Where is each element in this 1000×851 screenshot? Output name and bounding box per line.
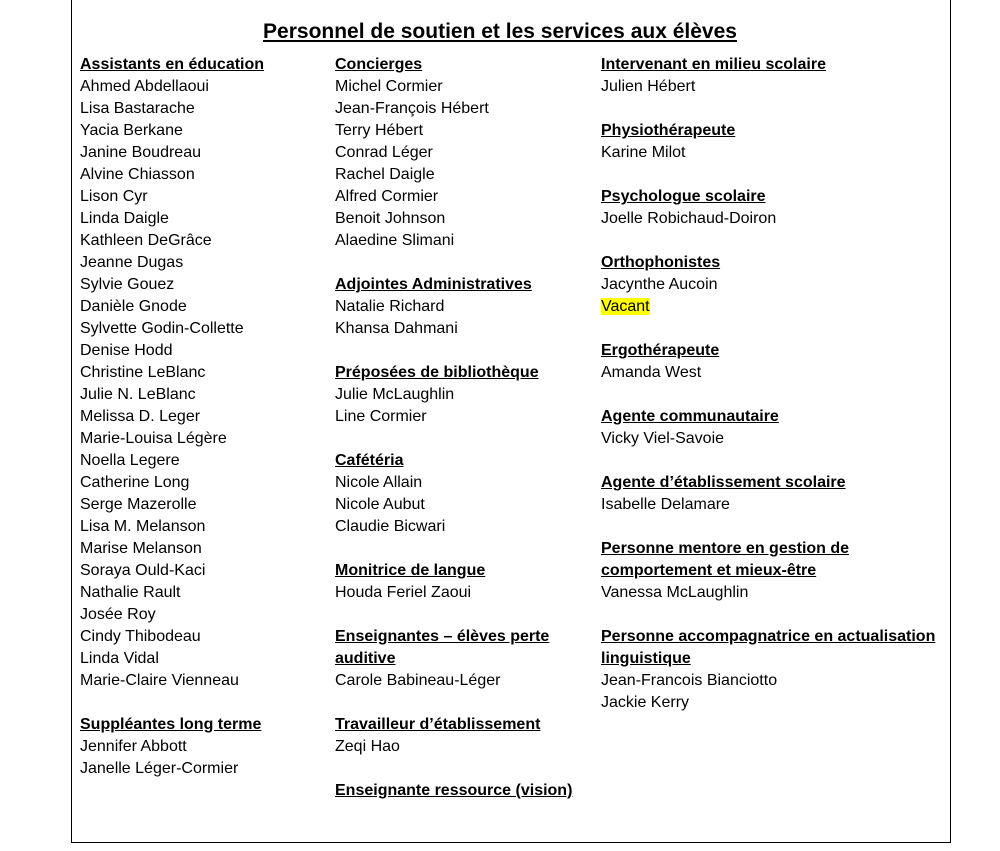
staff-name-text: Jennifer Abbott (80, 738, 187, 755)
staff-name-text: Marise Melanson (80, 540, 202, 557)
staff-name-text: Natalie Richard (335, 298, 445, 315)
staff-name (80, 626, 320, 648)
staff-name (80, 318, 320, 340)
staff-section (601, 252, 946, 318)
staff-name (80, 670, 320, 692)
staff-name (335, 318, 590, 340)
staff-name-text: Melissa D. Leger (80, 408, 201, 425)
staff-name-text: Josée Roy (80, 606, 156, 623)
column-1 (80, 54, 320, 802)
staff-name (601, 428, 946, 450)
staff-name-text: Janelle Léger-Cormier (80, 760, 239, 777)
section-heading: Cafétéria (335, 452, 404, 469)
staff-name (80, 538, 320, 560)
staff-name (335, 142, 590, 164)
staff-name (80, 120, 320, 142)
staff-name-text: Houda Feriel Zaoui (335, 584, 472, 601)
staff-name (335, 120, 590, 142)
staff-name (335, 230, 590, 252)
staff-name (80, 142, 320, 164)
section-heading: Travailleur d’établissement (335, 716, 541, 733)
section-heading: Ergothérapeute (601, 342, 720, 359)
staff-name-text: Line Cormier (335, 408, 427, 425)
staff-name-text: Julie N. LeBlanc (80, 386, 196, 403)
section-heading: Concierges (335, 56, 423, 73)
staff-name (335, 736, 590, 758)
staff-section (601, 54, 946, 98)
staff-name (335, 472, 590, 494)
staff-list (80, 76, 320, 692)
staff-name-text: Kathleen DeGrâce (80, 232, 212, 249)
staff-section (601, 340, 946, 384)
staff-name-text: Serge Mazerolle (80, 496, 197, 513)
staff-name-text: Noella Legere (80, 452, 180, 469)
staff-name-text: Ahmed Abdellaoui (80, 78, 209, 95)
staff-name (335, 76, 590, 98)
section-heading: Psychologue scolaire (601, 188, 766, 205)
staff-name (80, 516, 320, 538)
staff-list (601, 428, 946, 450)
staff-name (335, 516, 590, 538)
staff-name (335, 296, 590, 318)
staff-name-text: Terry Hébert (335, 122, 424, 139)
section-heading: Monitrice de langue (335, 562, 486, 579)
staff-name (80, 164, 320, 186)
section-heading: Adjointes Administratives (335, 276, 532, 293)
staff-name-text: Vacant (601, 298, 650, 315)
staff-list (601, 582, 946, 604)
staff-name (601, 582, 946, 604)
section-heading: Orthophonistes (601, 254, 721, 271)
staff-name (80, 428, 320, 450)
staff-name (335, 406, 590, 428)
staff-name (601, 142, 946, 164)
staff-section (335, 450, 590, 538)
staff-name (601, 296, 946, 318)
staff-list (335, 296, 590, 340)
staff-list (335, 736, 590, 758)
staff-list (335, 384, 590, 428)
column-2 (335, 54, 590, 824)
staff-name (335, 208, 590, 230)
staff-name-text: Lisa Bastarache (80, 100, 195, 117)
staff-name-text: Lisa M. Melanson (80, 518, 206, 535)
staff-name-text: Danièle Gnode (80, 298, 187, 315)
staff-name-text: Marie-Claire Vienneau (80, 672, 239, 689)
section-heading: Agente d’établissement scolaire (601, 474, 846, 491)
staff-section (601, 120, 946, 164)
staff-name-text: Cindy Thibodeau (80, 628, 201, 645)
staff-list (601, 274, 946, 318)
staff-name (80, 758, 320, 780)
staff-name (335, 98, 590, 120)
staff-section (335, 54, 590, 252)
staff-name (80, 736, 320, 758)
staff-name-text: Jackie Kerry (601, 694, 690, 711)
staff-name (601, 274, 946, 296)
staff-name-text: Nathalie Rault (80, 584, 181, 601)
staff-name (80, 560, 320, 582)
staff-name-text: Jean-Francois Bianciotto (601, 672, 778, 689)
staff-name-text: Rachel Daigle (335, 166, 435, 183)
staff-name-text: Nicole Aubut (335, 496, 425, 513)
staff-section (601, 626, 946, 714)
staff-name-text: Joelle Robichaud-Doiron (601, 210, 777, 227)
staff-name-text: Sylvie Gouez (80, 276, 175, 293)
staff-name-text: Jean-François Hébert (335, 100, 489, 117)
staff-name-text: Zeqi Hao (335, 738, 400, 755)
staff-name (80, 340, 320, 362)
staff-list (335, 472, 590, 538)
staff-name-text: Vanessa McLaughlin (601, 584, 749, 601)
staff-name (80, 472, 320, 494)
staff-name (601, 494, 946, 516)
staff-name-text: Isabelle Delamare (601, 496, 730, 513)
section-heading: Préposées de bibliothèque (335, 364, 539, 381)
staff-list (601, 670, 946, 714)
staff-name-text: Claudie Bicwari (335, 518, 446, 535)
section-heading: Enseignantes – élèves perte auditive (335, 628, 550, 667)
section-heading: Physiothérapeute (601, 122, 736, 139)
staff-name (80, 648, 320, 670)
staff-list (335, 582, 590, 604)
staff-name (335, 186, 590, 208)
section-heading: Enseignante ressource (vision) (335, 782, 573, 799)
staff-name (335, 164, 590, 186)
staff-name-text: Amanda West (601, 364, 702, 381)
staff-name-text: Vicky Viel-Savoie (601, 430, 725, 447)
staff-name-text: Sylvette Godin-Collette (80, 320, 244, 337)
staff-name-text: Alvine Chiasson (80, 166, 195, 183)
staff-name-text: Alfred Cormier (335, 188, 439, 205)
staff-section (80, 54, 320, 692)
staff-name (601, 362, 946, 384)
staff-name-text: Catherine Long (80, 474, 190, 491)
staff-name-text: Benoit Johnson (335, 210, 446, 227)
staff-name (80, 296, 320, 318)
staff-name-text: Marie-Louisa Légère (80, 430, 227, 447)
staff-name (601, 692, 946, 714)
page-title: Personnel de soutien et les services aux élèves (263, 20, 737, 44)
staff-name-text: Nicole Allain (335, 474, 423, 491)
staff-name (80, 274, 320, 296)
staff-section (335, 362, 590, 428)
staff-name (80, 208, 320, 230)
staff-name-text: Julie McLaughlin (335, 386, 455, 403)
staff-name (335, 670, 590, 692)
staff-name-text: Alaedine Slimani (335, 232, 455, 249)
staff-section (80, 714, 320, 780)
staff-name (80, 406, 320, 428)
staff-name (335, 494, 590, 516)
staff-name-text: Linda Daigle (80, 210, 169, 227)
staff-name-text: Yacia Berkane (80, 122, 183, 139)
staff-name-text: Janine Boudreau (80, 144, 201, 161)
staff-section (601, 472, 946, 516)
section-heading: Suppléantes long terme (80, 716, 262, 733)
staff-name (335, 384, 590, 406)
staff-section (601, 406, 946, 450)
staff-name (80, 186, 320, 208)
staff-list (601, 362, 946, 384)
staff-section (601, 186, 946, 230)
staff-name-text: Soraya Ould-Kaci (80, 562, 206, 579)
staff-section (335, 560, 590, 604)
staff-section (335, 626, 590, 692)
staff-list (80, 736, 320, 780)
section-heading: Assistants en éducation (80, 56, 265, 73)
staff-name (601, 208, 946, 230)
staff-name (601, 76, 946, 98)
staff-name (80, 230, 320, 252)
staff-name-text: Conrad Léger (335, 144, 433, 161)
staff-name (80, 98, 320, 120)
section-heading: Personne mentore en gestion de comportement et mieux-être (601, 540, 850, 579)
staff-name (80, 450, 320, 472)
staff-name-text: Julien Hébert (601, 78, 696, 95)
staff-name-text: Khansa Dahmani (335, 320, 458, 337)
staff-name-text: Linda Vidal (80, 650, 159, 667)
column-3 (601, 54, 946, 736)
staff-name-text: Lison Cyr (80, 188, 148, 205)
staff-section (335, 274, 590, 340)
staff-name-text: Jeanne Dugas (80, 254, 184, 271)
staff-list (335, 76, 590, 252)
staff-name-text: Karine Milot (601, 144, 686, 161)
staff-name (601, 670, 946, 692)
staff-name (80, 76, 320, 98)
section-heading: Intervenant en milieu scolaire (601, 56, 826, 73)
section-heading: Personne accompagnatrice en actualisation linguistique (601, 628, 936, 667)
staff-section (601, 538, 946, 604)
staff-list (601, 494, 946, 516)
staff-name (80, 494, 320, 516)
staff-name-text: Carole Babineau-Léger (335, 672, 501, 689)
staff-name (80, 604, 320, 626)
staff-name (80, 362, 320, 384)
staff-section (335, 780, 590, 802)
staff-name-text: Denise Hodd (80, 342, 173, 359)
staff-name-text: Christine LeBlanc (80, 364, 206, 381)
staff-name-text: Michel Cormier (335, 78, 443, 95)
staff-section (335, 714, 590, 758)
staff-list (601, 76, 946, 98)
staff-list (601, 208, 946, 230)
staff-list (601, 142, 946, 164)
staff-name (80, 252, 320, 274)
staff-name (335, 582, 590, 604)
staff-name (80, 582, 320, 604)
section-heading: Agente communautaire (601, 408, 779, 425)
staff-name-text: Jacynthe Aucoin (601, 276, 718, 293)
staff-list (335, 670, 590, 692)
staff-name (80, 384, 320, 406)
